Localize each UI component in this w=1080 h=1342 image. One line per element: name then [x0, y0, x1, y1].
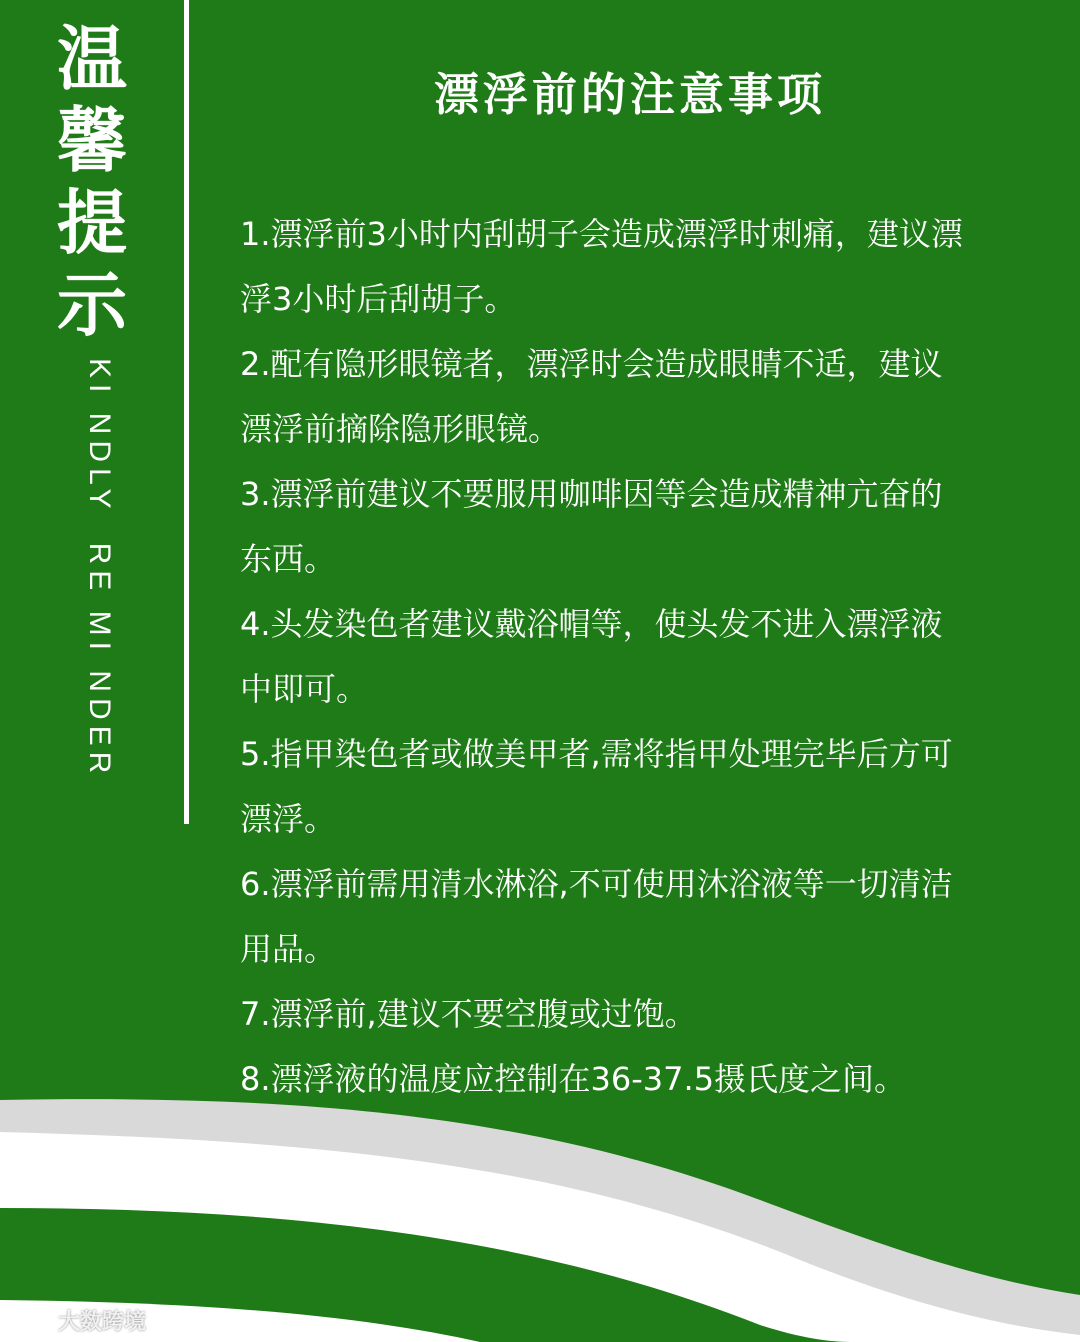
page-title: 漂浮前的注意事项 — [433, 68, 826, 121]
heading-char: 提 — [57, 182, 127, 264]
heading-char: 温 — [57, 18, 127, 100]
list-item: 1.漂浮前3小时内刮胡子会造成漂浮时刺痛，建议漂浮3小时后刮胡子。 — [240, 215, 963, 318]
notice-list — [240, 202, 970, 1112]
decorative-waves — [0, 1080, 1080, 1342]
vertical-divider — [184, 0, 189, 824]
logo-mark-icon — [8, 1306, 54, 1334]
heading-char: 示 — [57, 264, 127, 346]
heading-char: 馨 — [57, 100, 127, 182]
watermark — [8, 1304, 146, 1336]
list-item: 5.指甲染色者或做美甲者,需将指甲处理完毕后方可漂浮。 — [240, 735, 953, 838]
list-item: 3.漂浮前建议不要服用咖啡因等会造成精神亢奋的东西。 — [240, 475, 943, 578]
list-item: 8.漂浮液的温度应控制在36-37.5摄氏度之间。 — [240, 1060, 907, 1098]
list-item: 7.漂浮前,建议不要空腹或过饱。 — [240, 995, 697, 1033]
list-item: 2.配有隐形眼镜者，漂浮时会造成眼睛不适，建议漂浮前摘除隐形眼镜。 — [240, 345, 943, 448]
vertical-heading — [52, 18, 132, 346]
list-item: 6.漂浮前需用清水淋浴,不可使用沐浴液等一切清洁用品。 — [240, 865, 953, 968]
watermark-text: 大数跨境 — [58, 1309, 147, 1335]
list-item: 4.头发染色者建议戴浴帽等，使头发不进入漂浮液中即可。 — [240, 605, 943, 708]
vertical-english-subtitle: KI NDLY RE MI NDER — [83, 358, 116, 780]
